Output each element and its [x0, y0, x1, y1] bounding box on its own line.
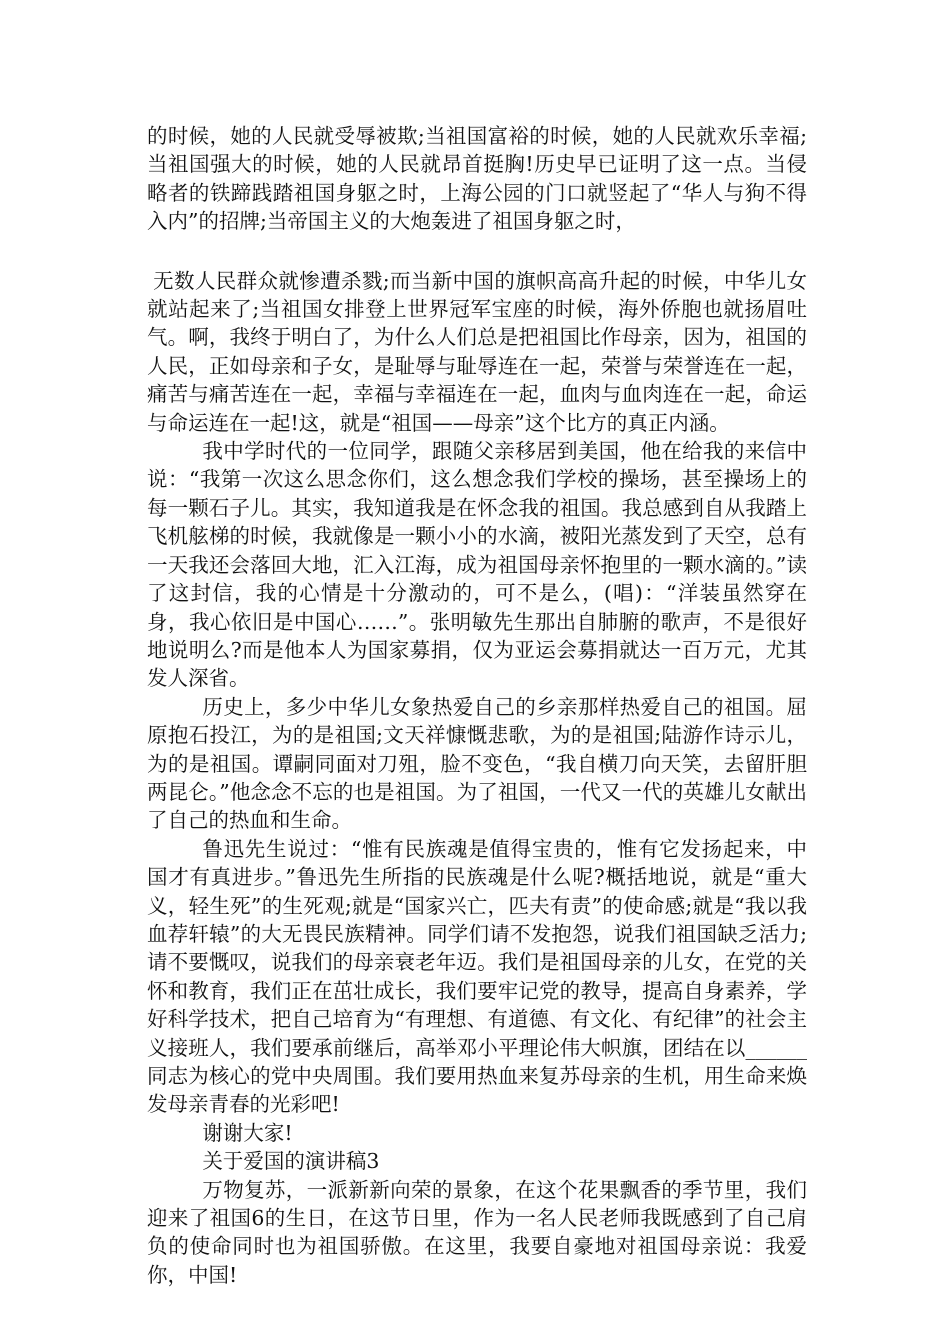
paragraph-thanks: 谢谢大家!: [202, 1120, 293, 1145]
section-title: 关于爱国的演讲稿3: [202, 1149, 380, 1174]
paragraph-spring: 万物复苏，一派新新向荣的景象，在这个花果飘香的季节里，我们迎来了祖国6的生日，在这节日里，作为一名人民老师我既感到了自己肩负的使命同时也为祖国骄傲。在这里，我要自豪地对祖国母亲说：我爱你，中国!: [147, 1177, 807, 1287]
paragraph-massacre: 无数人民群众就惨遭杀戮;而当新中国的旗帜高高升起的时候，中华儿女就站起来了;当祖国女排登上世界冠军宝座的时候，海外侨胞也就扬眉吐气。啊，我终于明白了，为什么人们总是把祖国比作母亲，因为，祖国的人民，正如母亲和子女，是耻辱与耻辱连在一起，荣誉与荣誉连在一起，痛苦与痛苦连在一起，幸福与幸福连在一起，血肉与血肉连在一起，命运与命运连在一起!这，就是“祖国——母亲”这个比方的真正内涵。: [147, 268, 807, 435]
paragraph-history-heroes: 历史上，多少中华儿女象热爱自己的乡亲那样热爱自己的祖国。屈原抱石投江，为的是祖国;文天祥慷慨悲歌，为的是祖国;陆游作诗示儿，为的是祖国。谭嗣同面对刀殂，脸不变色，“我自横刀向天笑，去留肝胆两昆仑。”他念念不忘的也是祖国。为了祖国，一代又一代的英雄儿女献出了自己的热血和生命。: [147, 694, 807, 833]
paragraph-gap: [147, 236, 807, 267]
paragraph-classmate-letter: 我中学时代的一位同学，跟随父亲移居到美国，他在给我的来信中说：“我第一次这么思念你们，这么想念我们学校的操场，甚至操场上的每一颗石子儿。其实，我知道我是在怀念我的祖国。我总感到自从我踏上飞机舷梯的时候，我就像是一颗小小的水滴，被阳光蒸发到了天空，总有一天我还会落回大地，汇入江海，成为祖国母亲怀抱里的一颗水滴的。”读了这封信，我的心情是十分激动的，可不是么，(唱)：“洋装虽然穿在身，我心依旧是中国心……”。张明敏先生那出自肺腑的歌声，不是很好地说明么?而是他本人为国家募捐，仅为亚运会募捐就达一百万元，尤其发人深省。: [147, 439, 807, 691]
paragraph-lu-xun: 鲁迅先生说过：“惟有民族魂是值得宝贵的，惟有它发扬起来，中国才有真进步。”鲁迅先生所指的民族魂是什么呢?概括地说，就是“重大义，轻生死”的生死观;就是“国家兴亡，匹夫有责”的使命感;就是“我以我血荐轩辕”的大无畏民族精神。同学们请不发抱怨，说我们祖国缺乏活力;请不要慨叹，说我们的母亲衰老年迈。我们是祖国母亲的儿女，在党的关怀和教育，我们正在茁壮成长，我们要牢记党的教导，提高自身素养，学好科学技术，把自己培育为“有理想、有道德、有文化、有纪律”的社会主义接班人，我们要承前继后，高举邓小平理论伟大帜旗，团结在以______同志为核心的党中央周围。我们要用热血来复苏母亲的生机，用生命来焕发母亲青春的光彩吧!: [147, 836, 807, 1117]
document-body: [147, 122, 807, 1289]
paragraph-continuation: 的时候，她的人民就受辱被欺;当祖国富裕的时候，她的人民就欢乐幸福;当祖国强大的时候，她的人民就昂首挺胸!历史早已证明了这一点。当侵略者的铁蹄践踏祖国身躯之时，上海公园的门口就竖起了“华人与狗不得入内”的招牌;当帝国主义的大炮轰进了祖国身躯之时，: [147, 124, 807, 234]
